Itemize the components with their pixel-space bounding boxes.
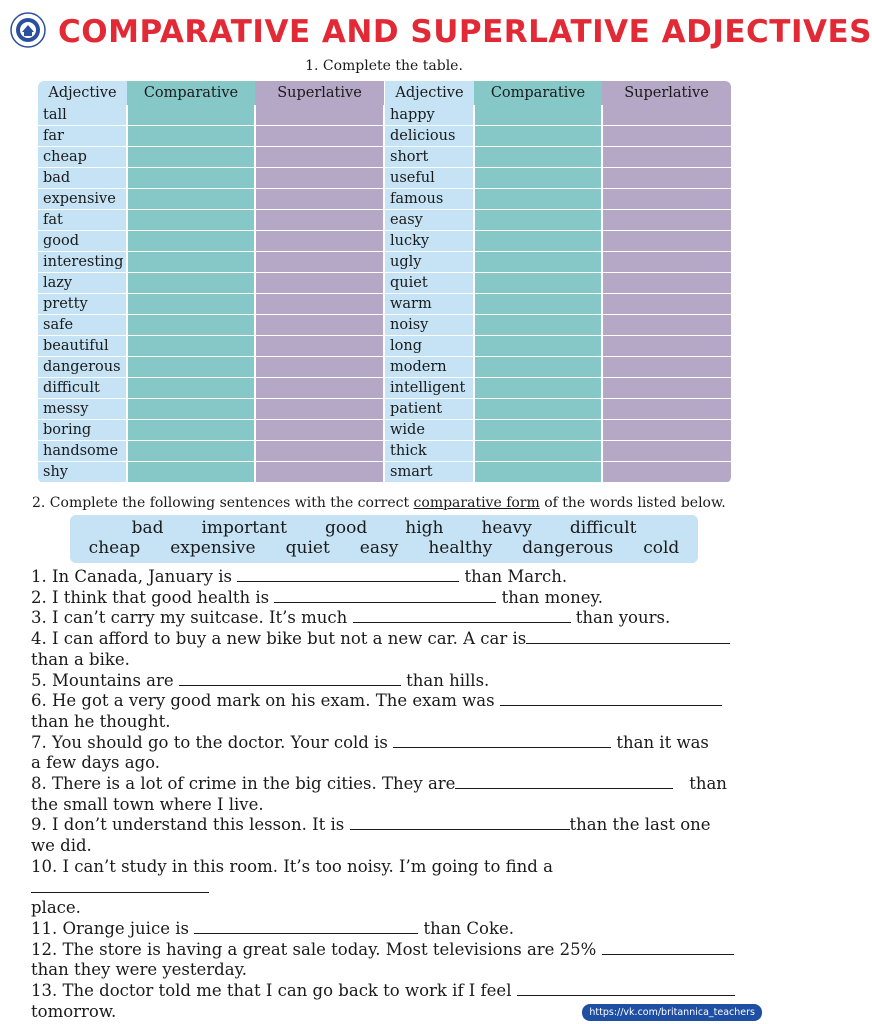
comparative-answer-cell[interactable] bbox=[127, 399, 255, 420]
superlative-answer-cell[interactable] bbox=[255, 462, 384, 483]
table-row bbox=[38, 315, 384, 336]
table-row bbox=[385, 315, 731, 336]
adjective-cell: difficult bbox=[38, 378, 127, 399]
adjective-table-left bbox=[38, 81, 385, 483]
table-row bbox=[38, 462, 384, 483]
sentence-1: 1. In Canada, January is than March. bbox=[31, 567, 568, 586]
superlative-answer-cell[interactable] bbox=[255, 378, 384, 399]
sentence-6: 6. He got a very good mark on his exam. The exam was than he thought. bbox=[31, 691, 736, 732]
header-comparative: Comparative bbox=[127, 81, 255, 105]
word-bank-item: important bbox=[201, 518, 288, 538]
superlative-answer-cell[interactable] bbox=[255, 399, 384, 420]
comparative-answer-cell[interactable] bbox=[127, 378, 255, 399]
superlative-answer-cell[interactable] bbox=[255, 315, 384, 336]
table-row bbox=[38, 420, 384, 441]
adjective-cell: beautiful bbox=[38, 336, 127, 357]
adjective-cell: bad bbox=[38, 168, 127, 189]
superlative-answer-cell[interactable] bbox=[255, 126, 384, 147]
adjective-cell: patient bbox=[385, 399, 474, 420]
adjective-cell: useful bbox=[385, 168, 474, 189]
word-bank-item: easy bbox=[359, 538, 399, 558]
superlative-answer-cell[interactable] bbox=[602, 147, 731, 168]
table-row bbox=[385, 420, 731, 441]
adjective-cell: thick bbox=[385, 441, 474, 462]
answer-blank[interactable] bbox=[602, 940, 734, 955]
superlative-answer-cell[interactable] bbox=[255, 336, 384, 357]
answer-blank[interactable] bbox=[194, 919, 418, 934]
sentence-7: 7. You should go to the doctor. Your cold is than it was a few days ago. bbox=[31, 732, 709, 773]
word-bank-item: cheap bbox=[88, 538, 141, 558]
instruction-underlined: comparative form bbox=[413, 495, 540, 511]
table-row bbox=[385, 210, 731, 231]
adjective-cell: safe bbox=[38, 315, 127, 336]
table-row bbox=[38, 231, 384, 252]
comparative-answer-cell[interactable] bbox=[127, 168, 255, 189]
comparative-answer-cell[interactable] bbox=[127, 189, 255, 210]
adjective-cell: messy bbox=[38, 399, 127, 420]
adjective-cell: happy bbox=[385, 105, 474, 126]
comparative-answer-cell[interactable] bbox=[474, 126, 602, 147]
header-superlative: Superlative bbox=[255, 81, 384, 105]
sentence-list bbox=[31, 567, 736, 1022]
word-bank-item: quiet bbox=[285, 538, 330, 558]
answer-blank[interactable] bbox=[393, 733, 611, 748]
comparative-answer-cell[interactable] bbox=[127, 147, 255, 168]
adjective-cell: lazy bbox=[38, 273, 127, 294]
comparative-answer-cell[interactable] bbox=[474, 294, 602, 315]
adjective-cell: interesting bbox=[38, 252, 127, 273]
superlative-answer-cell[interactable] bbox=[602, 420, 731, 441]
adjective-table-right bbox=[385, 81, 731, 483]
comparative-answer-cell[interactable] bbox=[474, 210, 602, 231]
header-superlative: Superlative bbox=[602, 81, 731, 105]
comparative-answer-cell[interactable] bbox=[127, 357, 255, 378]
comparative-answer-cell[interactable] bbox=[127, 126, 255, 147]
comparative-answer-cell[interactable] bbox=[474, 189, 602, 210]
sentence-3: 3. I can’t carry my suitcase. It’s much than yours. bbox=[31, 608, 671, 628]
sentence-2: 2. I think that good health is than money. bbox=[31, 587, 603, 607]
sentence-4: 4. I can afford to buy a new bike but not a new car. A car is than a bike. bbox=[31, 629, 736, 670]
adjective-cell: good bbox=[38, 231, 127, 252]
answer-blank[interactable] bbox=[526, 629, 730, 644]
comparative-answer-cell[interactable] bbox=[127, 231, 255, 252]
word-bank bbox=[70, 515, 698, 563]
table-row bbox=[385, 168, 731, 189]
header-adjective: Adjective bbox=[38, 81, 127, 105]
superlative-answer-cell[interactable] bbox=[255, 273, 384, 294]
table-row bbox=[38, 210, 384, 231]
comparative-answer-cell[interactable] bbox=[127, 462, 255, 483]
comparative-answer-cell[interactable] bbox=[474, 105, 602, 126]
superlative-answer-cell[interactable] bbox=[255, 441, 384, 462]
word-bank-item: cold bbox=[643, 538, 680, 558]
comparative-answer-cell[interactable] bbox=[127, 273, 255, 294]
superlative-answer-cell[interactable] bbox=[602, 357, 731, 378]
table-row bbox=[38, 252, 384, 273]
table-row bbox=[385, 441, 731, 462]
source-link[interactable]: https://vk.com/britannica_teachers bbox=[582, 1004, 762, 1021]
adjective-cell: modern bbox=[385, 357, 474, 378]
table-row bbox=[38, 378, 384, 399]
comparative-answer-cell[interactable] bbox=[127, 420, 255, 441]
table-row bbox=[38, 147, 384, 168]
adjective-cell: far bbox=[38, 126, 127, 147]
comparative-answer-cell[interactable] bbox=[474, 147, 602, 168]
superlative-answer-cell[interactable] bbox=[255, 231, 384, 252]
adjective-cell: long bbox=[385, 336, 474, 357]
school-emblem-icon bbox=[10, 12, 46, 48]
comparative-answer-cell[interactable] bbox=[474, 357, 602, 378]
superlative-answer-cell[interactable] bbox=[255, 189, 384, 210]
superlative-answer-cell[interactable] bbox=[602, 441, 731, 462]
word-bank-item: good bbox=[325, 518, 368, 538]
sentence-13: 13. The doctor told me that I can go back to work if I feel tomorrow. bbox=[31, 981, 736, 1022]
comparative-answer-cell[interactable] bbox=[474, 336, 602, 357]
adjective-cell: fat bbox=[38, 210, 127, 231]
comparative-answer-cell[interactable] bbox=[474, 252, 602, 273]
superlative-answer-cell[interactable] bbox=[255, 357, 384, 378]
superlative-answer-cell[interactable] bbox=[602, 273, 731, 294]
superlative-answer-cell[interactable] bbox=[602, 378, 731, 399]
answer-blank[interactable] bbox=[455, 774, 673, 789]
comparative-answer-cell[interactable] bbox=[127, 252, 255, 273]
table-row bbox=[38, 189, 384, 210]
answer-blank[interactable] bbox=[517, 981, 735, 996]
superlative-answer-cell[interactable] bbox=[255, 105, 384, 126]
word-bank-item: high bbox=[405, 518, 444, 538]
answer-blank[interactable] bbox=[274, 588, 496, 603]
comparative-answer-cell[interactable] bbox=[474, 399, 602, 420]
adjective-cell: cheap bbox=[38, 147, 127, 168]
adjective-cell: lucky bbox=[385, 231, 474, 252]
answer-blank[interactable] bbox=[31, 878, 209, 893]
answer-blank[interactable] bbox=[179, 671, 401, 686]
superlative-answer-cell[interactable] bbox=[255, 168, 384, 189]
adjective-cell: pretty bbox=[38, 294, 127, 315]
table-row bbox=[385, 462, 731, 483]
adjective-cell: quiet bbox=[385, 273, 474, 294]
page-title: COMPARATIVE AND SUPERLATIVE ADJECTIVES bbox=[58, 14, 872, 50]
comparative-answer-cell[interactable] bbox=[127, 294, 255, 315]
table-row bbox=[385, 336, 731, 357]
table-row bbox=[385, 189, 731, 210]
adjective-cell: intelligent bbox=[385, 378, 474, 399]
header-adjective: Adjective bbox=[385, 81, 474, 105]
superlative-answer-cell[interactable] bbox=[602, 315, 731, 336]
word-bank-item: dangerous bbox=[522, 538, 614, 558]
sentence-10: 10. I can’t study in this room. It’s too noisy. I’m going to find a place. bbox=[31, 856, 553, 918]
table-row bbox=[385, 147, 731, 168]
adjective-cell: smart bbox=[385, 462, 474, 483]
adjective-cell: famous bbox=[385, 189, 474, 210]
adjective-cell: dangerous bbox=[38, 357, 127, 378]
superlative-answer-cell[interactable] bbox=[602, 168, 731, 189]
superlative-answer-cell[interactable] bbox=[602, 105, 731, 126]
table-instruction: 1. Complete the table. bbox=[305, 58, 463, 74]
sentence-11: 11. Orange juice is than Coke. bbox=[31, 918, 514, 938]
table-row bbox=[38, 336, 384, 357]
superlative-answer-cell[interactable] bbox=[602, 126, 731, 147]
sentences-instruction bbox=[32, 494, 762, 512]
superlative-answer-cell[interactable] bbox=[602, 252, 731, 273]
word-bank-item: bad bbox=[131, 518, 164, 538]
adjective-cell: short bbox=[385, 147, 474, 168]
word-bank-item: expensive bbox=[170, 538, 256, 558]
table-row bbox=[385, 231, 731, 252]
answer-blank[interactable] bbox=[353, 608, 571, 623]
comparative-answer-cell[interactable] bbox=[127, 315, 255, 336]
comparative-answer-cell[interactable] bbox=[127, 210, 255, 231]
superlative-answer-cell[interactable] bbox=[602, 189, 731, 210]
comparative-answer-cell[interactable] bbox=[474, 315, 602, 336]
sentence-12: 12. The store is having a great sale today. Most televisions are 25% than they were yesterday. bbox=[31, 940, 736, 981]
superlative-answer-cell[interactable] bbox=[255, 147, 384, 168]
adjective-cell: ugly bbox=[385, 252, 474, 273]
adjective-cell: warm bbox=[385, 294, 474, 315]
table-row bbox=[385, 399, 731, 420]
superlative-answer-cell[interactable] bbox=[602, 462, 731, 483]
table-row bbox=[38, 441, 384, 462]
table-row bbox=[385, 105, 731, 126]
comparative-answer-cell[interactable] bbox=[474, 462, 602, 483]
table-row bbox=[38, 273, 384, 294]
superlative-answer-cell[interactable] bbox=[602, 231, 731, 252]
superlative-answer-cell[interactable] bbox=[602, 336, 731, 357]
word-bank-item: healthy bbox=[428, 538, 493, 558]
table-row bbox=[385, 273, 731, 294]
answer-blank[interactable] bbox=[350, 815, 570, 830]
adjective-table bbox=[38, 81, 730, 483]
word-bank-item: heavy bbox=[481, 518, 532, 538]
table-row bbox=[38, 294, 384, 315]
sentence-5: 5. Mountains are than hills. bbox=[31, 670, 490, 690]
adjective-cell: tall bbox=[38, 105, 127, 126]
superlative-answer-cell[interactable] bbox=[255, 252, 384, 273]
header-comparative: Comparative bbox=[474, 81, 602, 105]
comparative-answer-cell[interactable] bbox=[127, 441, 255, 462]
adjective-cell: noisy bbox=[385, 315, 474, 336]
table-row bbox=[385, 252, 731, 273]
adjective-cell: delicious bbox=[385, 126, 474, 147]
answer-blank[interactable] bbox=[237, 567, 459, 582]
table-row bbox=[385, 126, 731, 147]
sentence-9: 9. I don’t understand this lesson. It is than the last one we did. bbox=[31, 815, 711, 856]
table-row bbox=[385, 357, 731, 378]
superlative-answer-cell[interactable] bbox=[255, 420, 384, 441]
table-row bbox=[38, 357, 384, 378]
adjective-cell: easy bbox=[385, 210, 474, 231]
word-bank-item: difficult bbox=[569, 518, 637, 538]
table-row bbox=[38, 399, 384, 420]
comparative-answer-cell[interactable] bbox=[474, 273, 602, 294]
superlative-answer-cell[interactable] bbox=[255, 210, 384, 231]
comparative-answer-cell[interactable] bbox=[474, 420, 602, 441]
comparative-answer-cell[interactable] bbox=[474, 168, 602, 189]
table-row bbox=[385, 294, 731, 315]
superlative-answer-cell[interactable] bbox=[602, 399, 731, 420]
comparative-answer-cell[interactable] bbox=[474, 441, 602, 462]
answer-blank[interactable] bbox=[500, 691, 722, 706]
adjective-cell: shy bbox=[38, 462, 127, 483]
adjective-cell: handsome bbox=[38, 441, 127, 462]
comparative-answer-cell[interactable] bbox=[474, 378, 602, 399]
table-row bbox=[38, 126, 384, 147]
adjective-cell: wide bbox=[385, 420, 474, 441]
adjective-cell: expensive bbox=[38, 189, 127, 210]
instruction-text: of the words listed below. bbox=[539, 495, 726, 511]
comparative-answer-cell[interactable] bbox=[127, 336, 255, 357]
superlative-answer-cell[interactable] bbox=[602, 294, 731, 315]
adjective-cell: boring bbox=[38, 420, 127, 441]
comparative-answer-cell[interactable] bbox=[474, 231, 602, 252]
table-row bbox=[385, 378, 731, 399]
superlative-answer-cell[interactable] bbox=[255, 294, 384, 315]
superlative-answer-cell[interactable] bbox=[602, 210, 731, 231]
sentence-8: 8. There is a lot of crime in the big cities. They are than the small town where I live. bbox=[31, 774, 727, 814]
instruction-text: 2. Complete the following sentences with the correct bbox=[32, 495, 414, 511]
comparative-answer-cell[interactable] bbox=[127, 105, 255, 126]
table-row bbox=[38, 168, 384, 189]
table-row bbox=[38, 105, 384, 126]
